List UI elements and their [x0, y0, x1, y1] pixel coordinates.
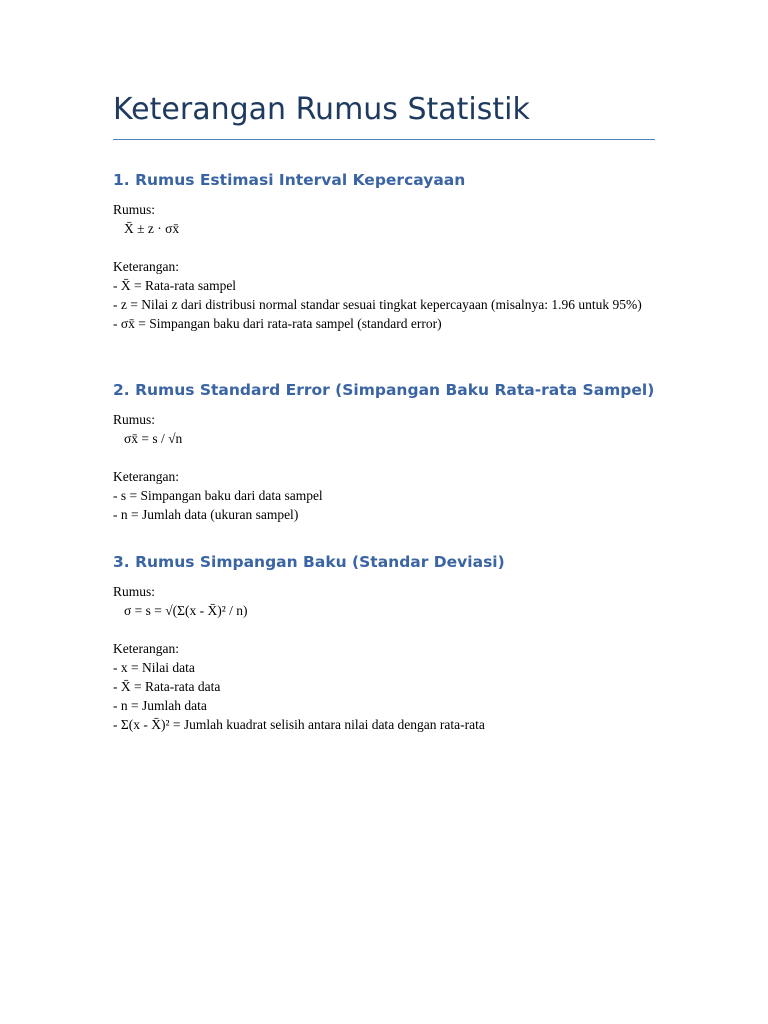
keterangan-label: Keterangan: [113, 259, 179, 274]
list-item: - n = Jumlah data (ukuran sampel) [113, 507, 299, 522]
rumus-label: Rumus: [113, 584, 156, 599]
section-heading: 1. Rumus Estimasi Interval Kepercayaan [113, 171, 466, 189]
title-underline [113, 139, 655, 140]
list-item: - x = Nilai data [113, 660, 195, 675]
list-item: - X̄ = Rata-rata sampel [113, 278, 237, 293]
list-item: - σx̄ = Simpangan baku dari rata-rata sampel (standard error) [113, 316, 442, 331]
document-title: Keterangan Rumus Statistik [113, 92, 530, 127]
section-standard-deviation [113, 553, 673, 734]
section-heading: 2. Rumus Standard Error (Simpangan Baku Rata-rata Sampel) [113, 381, 655, 399]
section-standard-error [113, 381, 673, 524]
section-interval-estimation [113, 171, 673, 333]
formula: σx̄ = s / √n [124, 431, 183, 446]
list-item: - n = Jumlah data [113, 698, 207, 713]
formula: σ = s = √(Σ(x - X̄)² / n) [124, 603, 248, 618]
list-item: - X̄ = Rata-rata data [113, 679, 221, 694]
rumus-label: Rumus: [113, 412, 156, 427]
formula: X̄ ± z · σx̄ [124, 221, 180, 236]
rumus-label: Rumus: [113, 202, 156, 217]
keterangan-label: Keterangan: [113, 469, 179, 484]
keterangan-list [113, 276, 673, 333]
keterangan-label: Keterangan: [113, 641, 179, 656]
keterangan-list [113, 658, 673, 734]
list-item: - Σ(x - X̄)² = Jumlah kuadrat selisih antara nilai data dengan rata-rata [113, 717, 485, 732]
list-item: - z = Nilai z dari distribusi normal standar sesuai tingkat kepercayaan (misalnya: 1.96 untuk 95%) [113, 297, 642, 312]
list-item: - s = Simpangan baku dari data sampel [113, 488, 323, 503]
keterangan-list [113, 486, 673, 524]
section-heading: 3. Rumus Simpangan Baku (Standar Deviasi) [113, 553, 505, 571]
